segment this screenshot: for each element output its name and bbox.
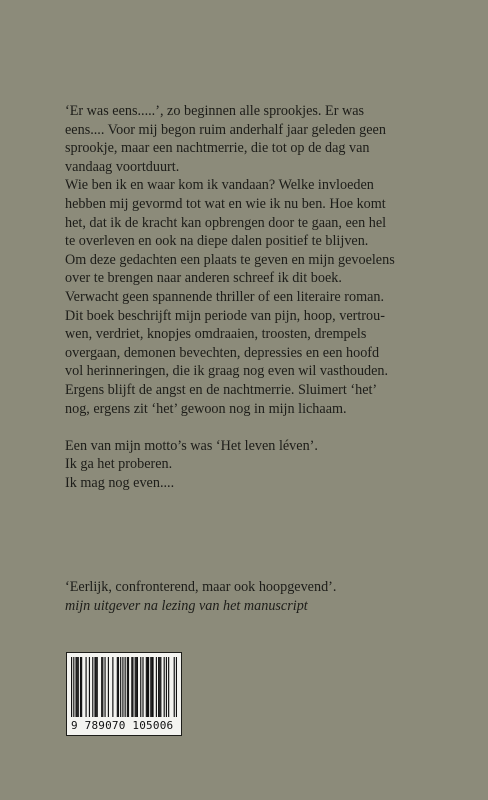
quote-text: ‘Eerlijk, confronterend, maar ook hoopgevend’.: [65, 579, 337, 595]
isbn-barcode: [66, 652, 182, 736]
barcode-bar: [151, 657, 152, 717]
barcode-bar: [147, 657, 148, 717]
barcode-bar: [108, 657, 109, 717]
barcode-bar: [164, 657, 165, 717]
blurb-line: te overleven en ook na diepe dalen positief te blijven.: [65, 233, 369, 250]
barcode-bar: [136, 657, 137, 717]
blurb-line: Om deze gedachten een plaats te geven en mijn gevoelens: [65, 251, 395, 268]
barcode-bar: [140, 657, 141, 717]
barcode-bar: [135, 657, 136, 717]
blurb-line: hebben mij gevormd tot wat en wie ik nu ben. Hoe komt: [65, 195, 386, 212]
blurb-line: Verwacht geen spannende thriller of een literaire roman.: [65, 288, 385, 305]
barcode-bar: [176, 657, 177, 717]
blurb-line: eens.... Voor mij begon ruim anderhalf jaar geleden geen: [65, 121, 386, 138]
motto-line: Ik mag nog even....: [65, 474, 175, 491]
barcode-bar: [117, 657, 118, 717]
barcode-bar: [127, 657, 128, 717]
barcode-bar: [104, 657, 105, 717]
barcode-bar: [96, 657, 97, 717]
quote-attribution: mijn uitgever na lezing van het manuscript: [65, 597, 308, 614]
barcode-bar: [102, 657, 103, 717]
barcode-bar: [71, 657, 72, 717]
barcode-bar: [75, 657, 76, 717]
blurb-line: vol herinneringen, die ik graag nog even wil vasthouden.: [65, 363, 389, 380]
barcode-bars: [71, 657, 177, 717]
barcode-bar: [150, 657, 151, 717]
blurb-line: sprookje, maar een nachtmerrie, die tot op de dag van: [65, 140, 370, 157]
barcode-bar: [148, 657, 149, 717]
blurb-line: wen, verdriet, knopjes omdraaien, troosten, drempels: [65, 326, 367, 343]
motto-line: Een van mijn motto’s was ‘Het leven léven’.: [65, 437, 318, 454]
barcode-bar: [168, 657, 169, 717]
blurb-line: Dit boek beschrijft mijn periode van pijn, hoop, vertrou-: [65, 307, 385, 324]
blurb-line: vandaag voortduurt.: [65, 158, 180, 175]
paragraph-gap: [65, 418, 445, 437]
barcode-bar: [77, 657, 78, 717]
barcode-bar: [166, 657, 167, 717]
barcode-bar: [142, 657, 143, 717]
review-quote: [65, 578, 445, 615]
barcode-bar: [128, 657, 129, 717]
barcode-bar: [86, 657, 87, 717]
barcode-bar: [146, 657, 147, 717]
barcode-bar: [78, 657, 79, 717]
blurb-line: overgaan, demonen bevechten, depressies en een hoofd: [65, 344, 380, 361]
barcode-bar: [174, 657, 175, 717]
barcode-bar: [120, 657, 121, 717]
motto-line: Ik ga het proberen.: [65, 456, 173, 473]
blurb-line: Wie ben ik en waar kom ik vandaan? Welke invloeden: [65, 177, 374, 194]
barcode-bar: [81, 657, 82, 717]
barcode-bar: [92, 657, 93, 717]
blurb-line: nog, ergens zit ‘het’ gewoon nog in mijn lichaam.: [65, 400, 347, 417]
barcode-bar: [89, 657, 90, 717]
barcode-bar: [152, 657, 153, 717]
blurb-line: ‘Er was eens.....’, zo beginnen alle sprookjes. Er was: [65, 103, 365, 119]
barcode-bar: [132, 657, 133, 717]
barcode-bar: [131, 657, 132, 717]
isbn-number: 9 789070 105006: [71, 719, 174, 732]
blurb-line: het, dat ik de kracht kan opbrengen door te gaan, een hel: [65, 214, 387, 231]
barcode-bar: [112, 657, 113, 717]
barcode-bar: [137, 657, 138, 717]
barcode-bar: [97, 657, 98, 717]
barcode-bar: [118, 657, 119, 717]
blurb-line: Ergens blijft de angst en de nachtmerrie. Sluimert ‘het’: [65, 381, 378, 398]
barcode-bar: [94, 657, 95, 717]
barcode-bar: [80, 657, 81, 717]
barcode-bar: [101, 657, 102, 717]
barcode-bar: [156, 657, 157, 717]
blurb-text: [65, 102, 445, 492]
barcode-bar: [160, 657, 161, 717]
barcode-bar: [158, 657, 159, 717]
barcode-bar: [122, 657, 123, 717]
barcode-bar: [73, 657, 74, 717]
barcode-bar: [159, 657, 160, 717]
blurb-line: over te brengen naar anderen schreef ik dit boek.: [65, 270, 342, 287]
barcode-bar: [125, 657, 126, 717]
